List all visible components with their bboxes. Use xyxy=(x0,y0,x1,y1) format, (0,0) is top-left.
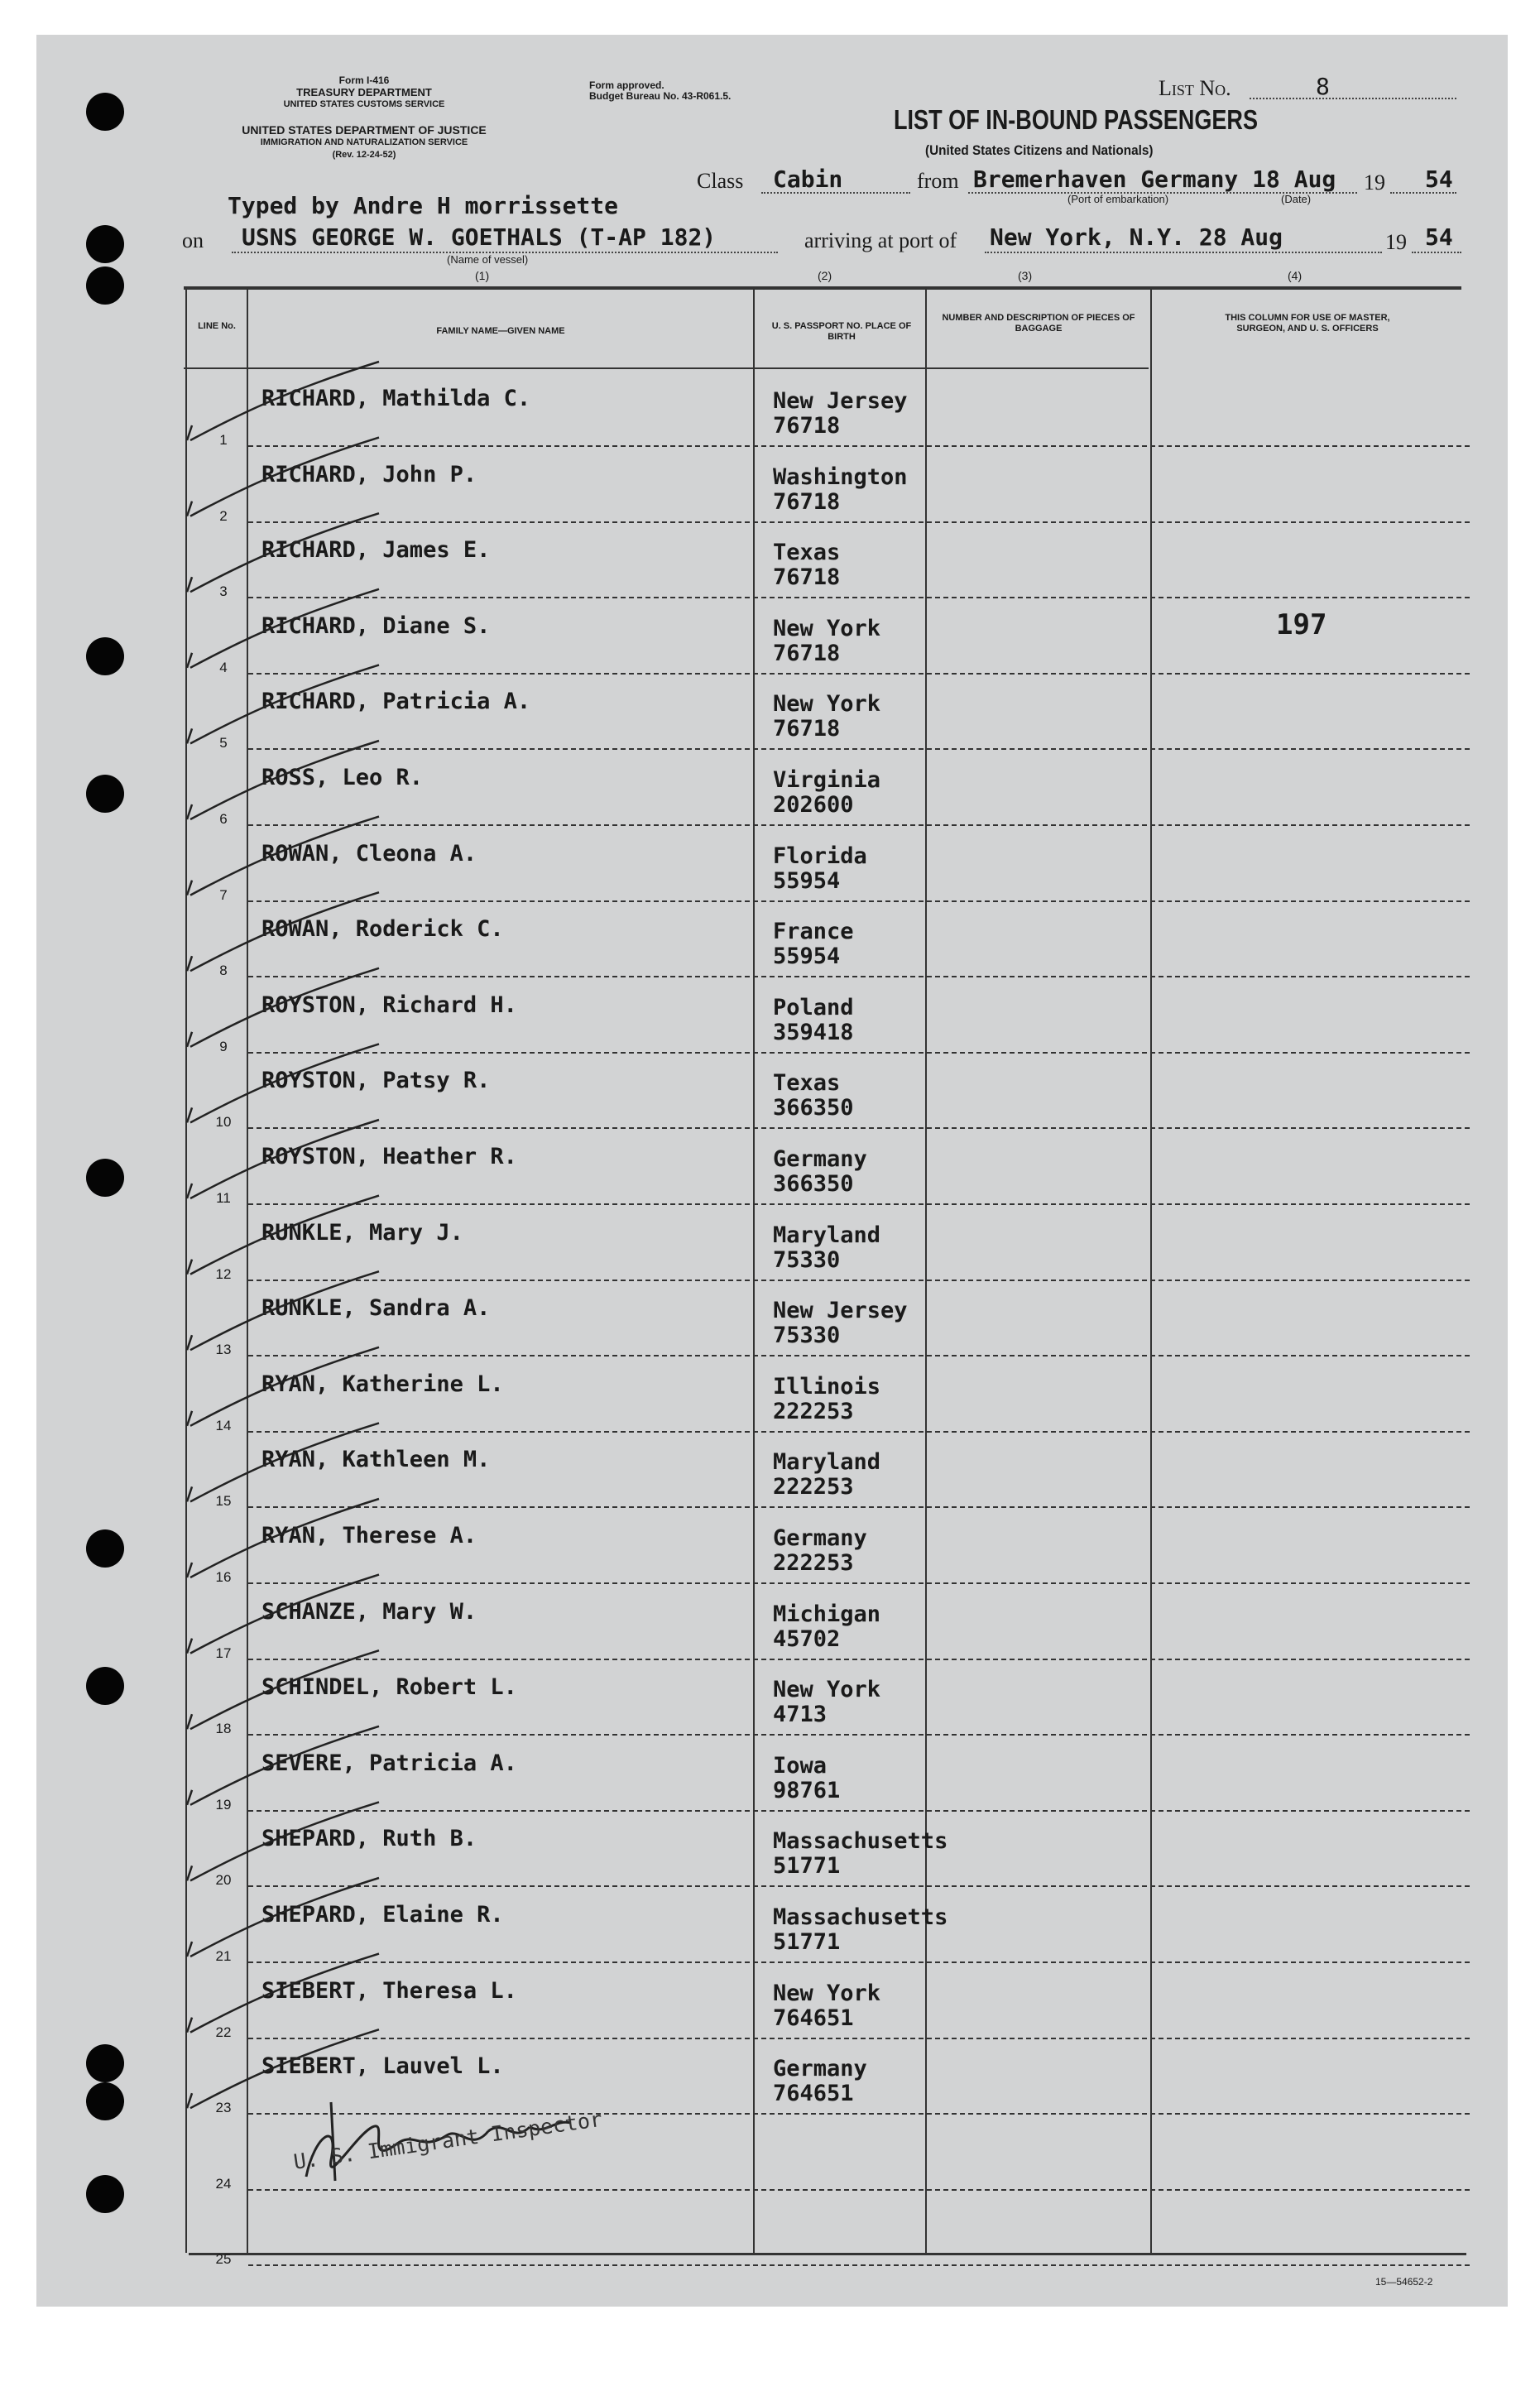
line-number: 12 xyxy=(215,1265,232,1282)
from-label: from xyxy=(917,169,959,193)
line-number: 22 xyxy=(215,2024,232,2040)
table-bottom-rule xyxy=(189,2253,1466,2255)
line-number: 2 xyxy=(219,507,228,524)
form-subtitle: (United States Citizens and Nationals) xyxy=(925,142,1154,158)
place-of-birth: Iowa xyxy=(773,1752,828,1779)
place-of-birth: Germany xyxy=(773,2056,867,2082)
place-of-birth: Texas xyxy=(773,540,841,566)
year-line-2 xyxy=(1412,252,1461,253)
passenger-name: SIEBERT, Theresa L. xyxy=(261,1977,517,2004)
line-number: 15 xyxy=(215,1493,232,1510)
form-number: Form I-416 xyxy=(338,74,390,86)
form-revision: (Rev. 12-24-52) xyxy=(332,150,396,160)
header-passport: U. S. PASSPORT NO. PLACE OF BIRTH xyxy=(771,321,912,342)
passport-number: 764651 xyxy=(773,2005,854,2031)
col-num-4: (4) xyxy=(1288,269,1303,282)
passport-number: 202600 xyxy=(773,792,854,818)
binder-hole xyxy=(86,93,124,131)
row-divider xyxy=(248,1127,1470,1129)
line-number: 24 xyxy=(215,2175,232,2192)
passport-number: 76718 xyxy=(773,564,841,591)
passenger-name: RICHARD, James E. xyxy=(261,537,491,564)
justice-dept: UNITED STATES DEPARTMENT OF JUSTICE xyxy=(242,123,487,137)
row-divider xyxy=(248,1280,1470,1281)
place-of-birth: Poland xyxy=(773,994,854,1020)
place-of-birth: Illinois xyxy=(773,1373,881,1400)
header-line-no: LINE No. xyxy=(198,321,236,331)
line-number: 13 xyxy=(215,1342,232,1358)
row-divider xyxy=(248,824,1470,826)
binder-hole xyxy=(86,2175,124,2213)
arrival-line xyxy=(985,252,1382,253)
line-number: 25 xyxy=(215,2251,232,2268)
passport-number: 98761 xyxy=(773,1777,841,1803)
row-divider xyxy=(248,1885,1470,1887)
row-divider xyxy=(248,1734,1470,1736)
binder-hole xyxy=(86,2044,124,2082)
passport-number: 366350 xyxy=(773,1095,854,1121)
place-of-birth: New Jersey xyxy=(773,388,908,414)
place-of-birth: Massachusetts xyxy=(773,1904,948,1930)
place-of-birth: Maryland xyxy=(773,1449,881,1476)
place-of-birth: Washington xyxy=(773,463,908,490)
line-number: 21 xyxy=(215,1948,232,1964)
place-of-birth: New York xyxy=(773,691,881,718)
header-officers: THIS COLUMN FOR USE OF MASTER, SURGEON, AND U. S. OFFICERS xyxy=(1225,313,1390,334)
row-divider xyxy=(248,673,1470,675)
passenger-name: ROYSTON, Heather R. xyxy=(261,1144,517,1169)
typed-by: Typed by Andre H morrissette xyxy=(228,192,619,219)
passenger-name: SCHANZE, Mary W. xyxy=(261,1598,477,1625)
place-of-birth: France xyxy=(773,919,854,945)
passport-number: 75330 xyxy=(773,1323,841,1349)
passenger-name: ROWAN, Roderick C. xyxy=(261,916,504,943)
passenger-name: SHEPARD, Elaine R. xyxy=(261,1902,504,1928)
passenger-name: SCHINDEL, Robert L. xyxy=(261,1674,517,1701)
binder-hole xyxy=(86,775,124,813)
year-value-2: 54 xyxy=(1425,223,1453,251)
list-no-value: 8 xyxy=(1316,73,1330,100)
passport-number: 76718 xyxy=(773,413,841,439)
col-num-2: (2) xyxy=(818,269,832,282)
budget-bureau: Budget Bureau No. 43-R061.5. xyxy=(589,90,732,102)
row-divider xyxy=(248,1506,1470,1508)
line-number: 5 xyxy=(219,735,228,751)
passport-number: 76718 xyxy=(773,716,841,742)
passport-number: 359418 xyxy=(773,1019,854,1045)
place-of-birth: New York xyxy=(773,615,881,641)
col-divider-name xyxy=(753,290,755,2253)
passport-number: 55954 xyxy=(773,867,841,894)
year-prefix-2: 19 xyxy=(1385,230,1407,254)
col-num-1: (1) xyxy=(475,269,490,282)
line-number: 1 xyxy=(219,432,228,448)
binder-hole xyxy=(86,1529,124,1568)
binder-hole xyxy=(86,1159,124,1197)
binder-hole xyxy=(86,266,124,305)
row-divider xyxy=(248,1431,1470,1433)
passport-number: 366350 xyxy=(773,1171,854,1197)
passport-number: 76718 xyxy=(773,488,841,515)
customs-service: UNITED STATES CUSTOMS SERVICE xyxy=(283,99,445,109)
passport-number: 222253 xyxy=(773,1550,854,1576)
row-divider xyxy=(248,2264,1470,2266)
line-number: 7 xyxy=(219,886,228,903)
arrival-value: New York, N.Y. 28 Aug xyxy=(990,223,1283,251)
place-of-birth: Michigan xyxy=(773,1601,881,1627)
line-number: 19 xyxy=(215,1796,232,1813)
table-left-border xyxy=(185,290,187,2253)
arriving-label: arriving at port of xyxy=(804,228,957,252)
vessel-note: (Name of vessel) xyxy=(447,253,529,266)
binder-hole xyxy=(86,225,124,263)
class-value: Cabin xyxy=(773,166,843,193)
line-number: 16 xyxy=(215,1569,232,1585)
row-divider xyxy=(248,1582,1470,1584)
line-number: 20 xyxy=(215,1872,232,1889)
line-number: 6 xyxy=(219,811,228,827)
row-divider xyxy=(248,1659,1470,1660)
table-top-rule xyxy=(184,286,1461,290)
row-divider xyxy=(248,976,1470,977)
passenger-name: ROSS, Leo R. xyxy=(261,765,424,790)
row-divider xyxy=(248,1355,1470,1356)
list-no-label: List No. xyxy=(1159,76,1231,100)
binder-hole xyxy=(86,2082,124,2120)
passport-number: 222253 xyxy=(773,1474,854,1501)
row-divider xyxy=(248,1203,1470,1205)
passport-number: 76718 xyxy=(773,640,841,666)
passenger-name: RICHARD, Diane S. xyxy=(261,612,491,639)
row-divider xyxy=(248,521,1470,523)
passport-number: 55954 xyxy=(773,944,841,970)
passenger-name: RYAN, Therese A. xyxy=(261,1523,477,1549)
place-of-birth: Germany xyxy=(773,1146,867,1172)
class-label: Class xyxy=(697,169,744,193)
passport-number: 45702 xyxy=(773,1625,841,1652)
passenger-name: RUNKLE, Mary J. xyxy=(261,1219,463,1246)
year-prefix-1: 19 xyxy=(1364,170,1385,194)
year-value-1: 54 xyxy=(1425,166,1453,193)
line-number: 11 xyxy=(216,1190,231,1206)
passenger-name: SEVERE, Patricia A. xyxy=(261,1750,517,1776)
on-label: on xyxy=(182,228,204,252)
passenger-name: SIEBERT, Lauvel L. xyxy=(261,2053,504,2080)
place-of-birth: Virginia xyxy=(773,767,881,793)
list-no-line xyxy=(1250,98,1456,99)
from-value: Bremerhaven Germany 18 Aug xyxy=(973,166,1336,193)
passenger-name: RUNKLE, Sandra A. xyxy=(261,1295,491,1322)
footer-code: 15—54652-2 xyxy=(1375,2276,1433,2288)
treasury-dept: TREASURY DEPARTMENT xyxy=(296,86,432,98)
line-number: 23 xyxy=(215,2100,232,2116)
header-baggage: NUMBER AND DESCRIPTION OF PIECES OF BAGGAGE xyxy=(942,313,1135,334)
line-number: 9 xyxy=(219,1038,228,1054)
passenger-name: RICHARD, Mathilda C. xyxy=(261,386,531,411)
line-number: 8 xyxy=(219,963,228,979)
passport-number: 51771 xyxy=(773,1929,841,1955)
row-divider xyxy=(248,597,1470,598)
place-of-birth: Maryland xyxy=(773,1222,881,1248)
passport-number: 4713 xyxy=(773,1702,828,1728)
line-number: 3 xyxy=(219,583,228,600)
place-of-birth: Germany xyxy=(773,1525,867,1551)
port-note: (Port of embarkation) xyxy=(1067,193,1169,205)
passenger-name: RYAN, Kathleen M. xyxy=(261,1447,491,1473)
form-title: LIST OF IN-BOUND PASSENGERS xyxy=(894,104,1259,135)
vessel-name: USNS GEORGE W. GOETHALS (T-AP 182) xyxy=(242,223,717,251)
place-of-birth: New York xyxy=(773,1677,881,1703)
table-header-rule xyxy=(184,367,1149,369)
header-family-name: FAMILY NAME—GIVEN NAME xyxy=(436,326,565,336)
immigrant-inspector-stamp: U. S. Immigrant Inspector xyxy=(291,2106,604,2174)
binder-hole xyxy=(86,1667,124,1705)
row-divider xyxy=(248,2038,1470,2039)
row-divider xyxy=(248,445,1470,447)
passport-number: 75330 xyxy=(773,1246,841,1273)
passenger-name: ROWAN, Cleona A. xyxy=(261,840,477,867)
passenger-name: SHEPARD, Ruth B. xyxy=(261,1826,477,1852)
place-of-birth: Florida xyxy=(773,843,867,869)
line-number: 4 xyxy=(219,659,228,675)
row-divider xyxy=(248,900,1470,902)
row-divider xyxy=(248,748,1470,750)
line-number: 17 xyxy=(215,1645,232,1661)
line-number: 14 xyxy=(215,1417,232,1433)
passport-number: 764651 xyxy=(773,2081,854,2107)
col-divider-baggage xyxy=(1150,290,1152,2253)
passenger-name: RICHARD, Patricia A. xyxy=(261,689,531,715)
passport-number: 222253 xyxy=(773,1398,854,1424)
row-divider xyxy=(248,1810,1470,1812)
passenger-name: RICHARD, John P. xyxy=(261,461,477,487)
line-number: 18 xyxy=(215,1721,232,1737)
row-divider xyxy=(248,1052,1470,1054)
col-num-3: (3) xyxy=(1018,269,1033,282)
document-sheet xyxy=(36,35,1508,2307)
passenger-name: ROYSTON, Richard H. xyxy=(261,992,517,1018)
place-of-birth: Texas xyxy=(773,1070,841,1097)
place-of-birth: New Jersey xyxy=(773,1298,908,1324)
col-divider-passport xyxy=(925,290,927,2253)
officer-note: 197 xyxy=(1276,607,1327,641)
place-of-birth: Massachusetts xyxy=(773,1828,948,1855)
binder-hole xyxy=(86,637,124,675)
ins-service: IMMIGRATION AND NATURALIZATION SERVICE xyxy=(260,137,468,147)
line-number: 10 xyxy=(215,1114,232,1131)
place-of-birth: New York xyxy=(773,1980,881,2006)
form-approved: Form approved. xyxy=(589,79,664,91)
date-note: (Date) xyxy=(1281,193,1312,205)
passenger-name: RYAN, Katherine L. xyxy=(261,1371,504,1397)
passenger-name: ROYSTON, Patsy R. xyxy=(261,1068,491,1094)
passport-number: 51771 xyxy=(773,1853,841,1880)
row-divider xyxy=(248,1961,1470,1963)
